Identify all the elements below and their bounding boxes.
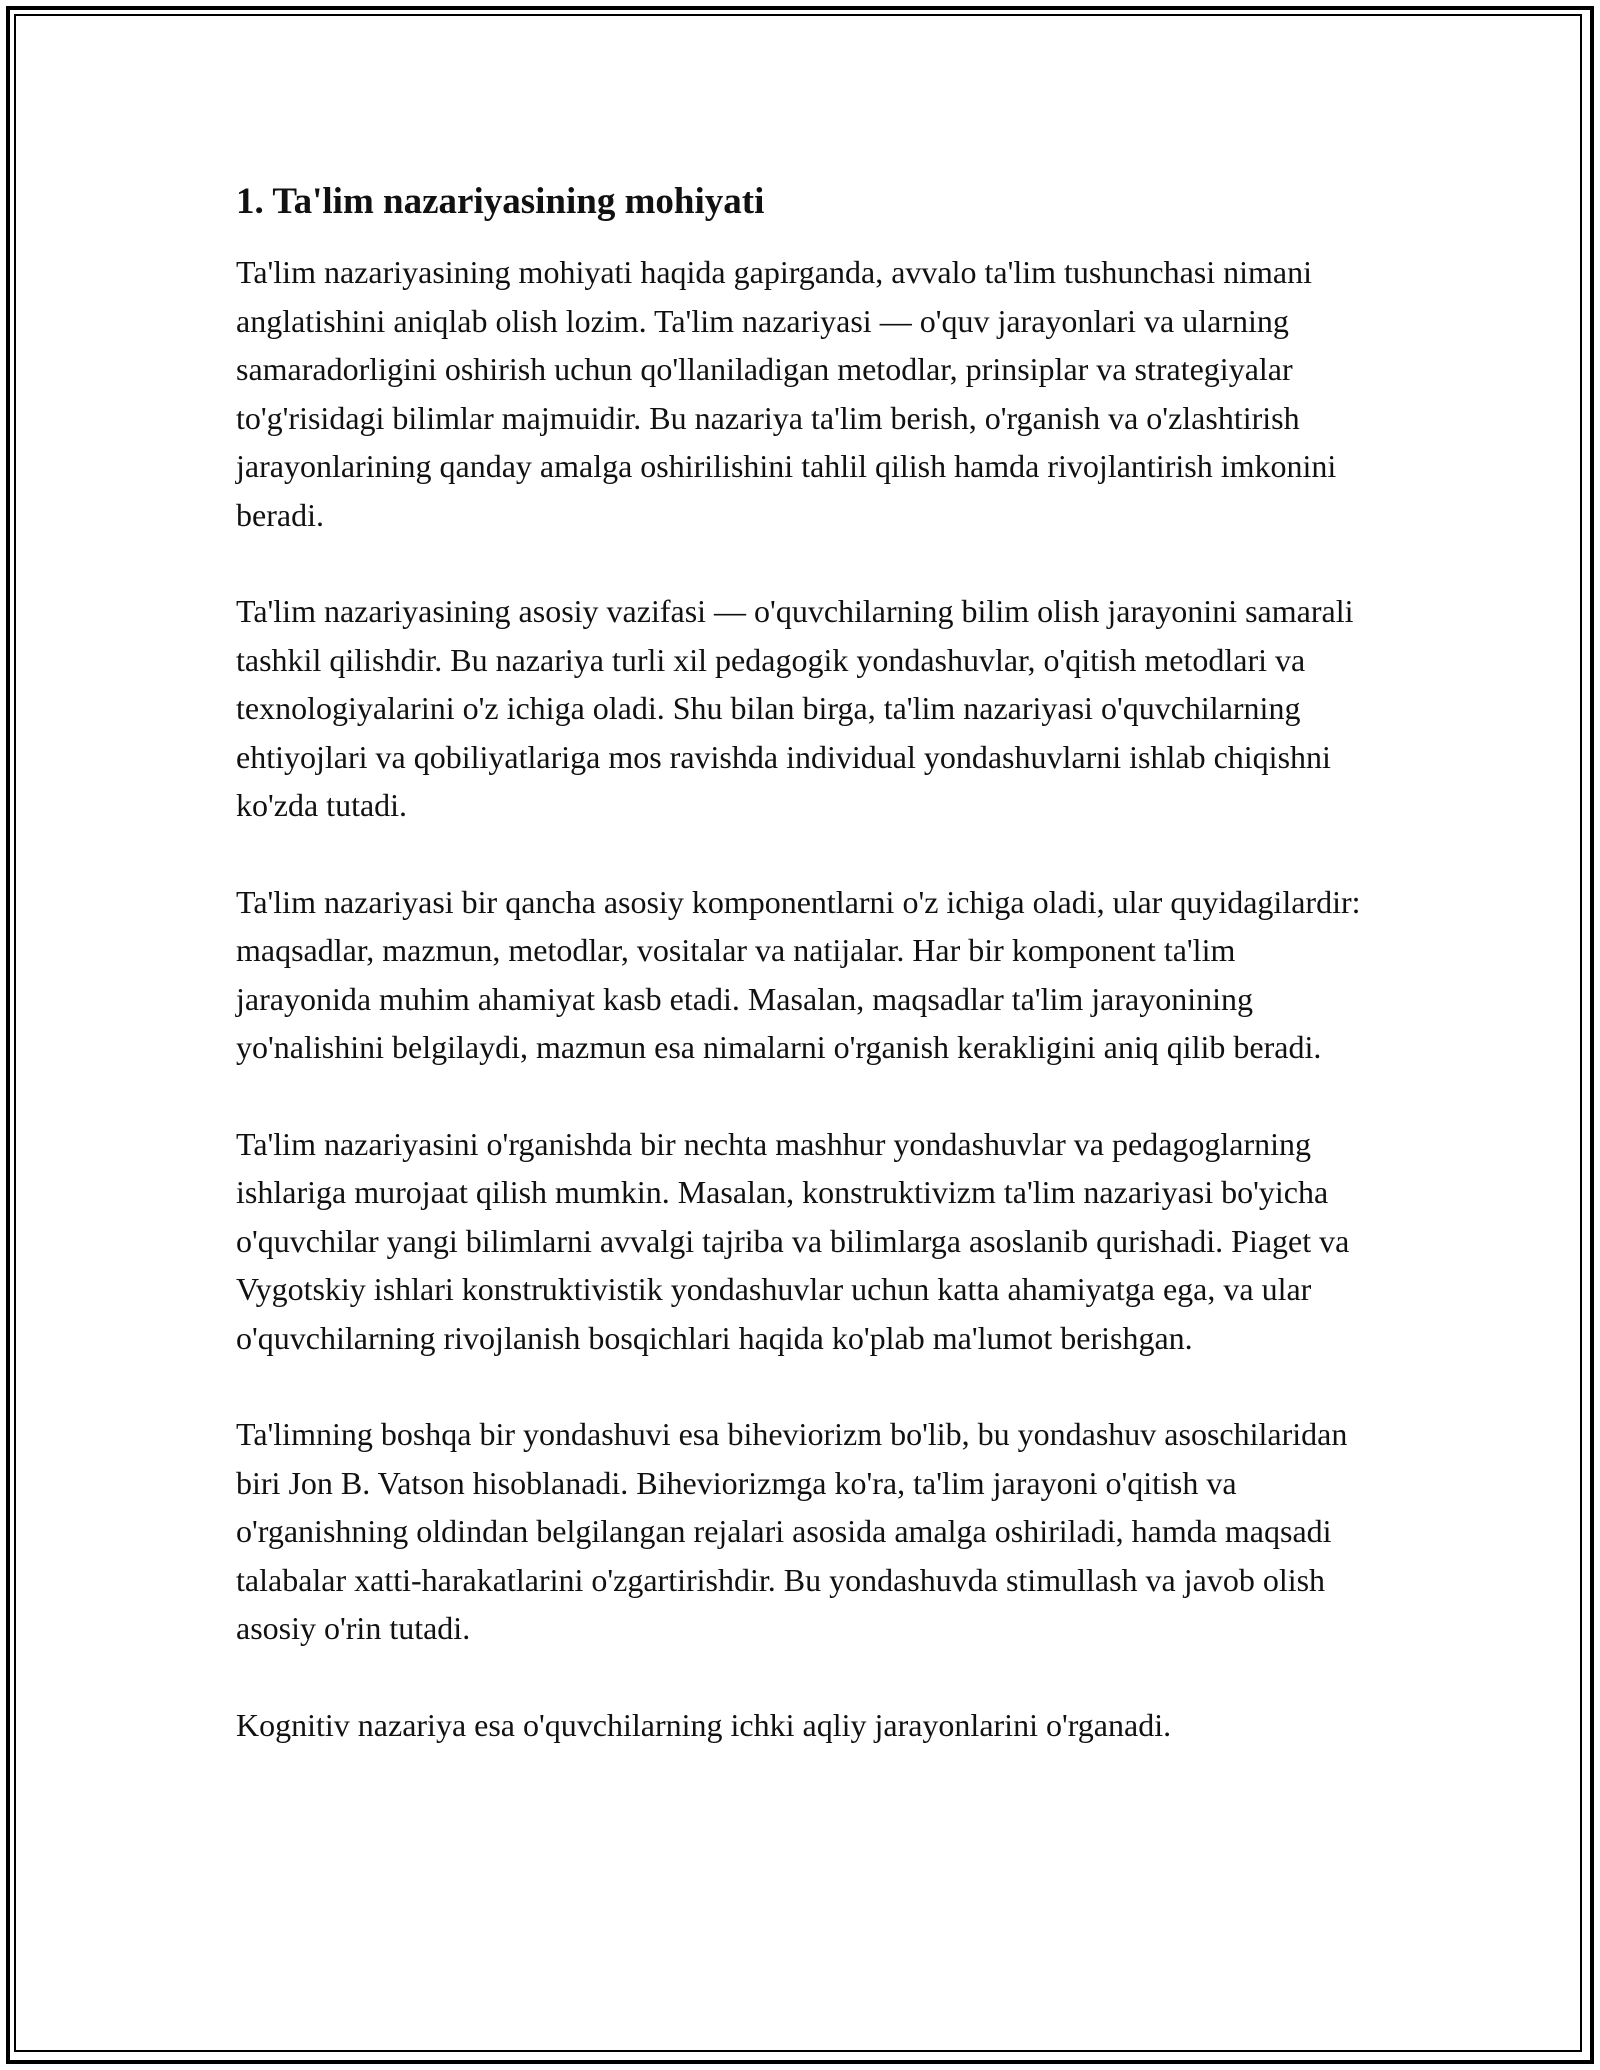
paragraph-5: Ta'limning boshqa bir yondashuvi esa biheviorizm bo'lib, bu yondashuv asoschilaridan biri Jon B. Vatson hisoblanadi. Biheviorizmga ko'ra, ta'lim jarayoni o'qitish va o'rganishning oldindan belgilangan rejalari asosida amalga oshiriladi, hamda maqsadi talabalar xatti-harakatlarini o'zgartirishdir. Bu yondashuvda stimullash va javob olish asosiy o'rin tutadi. bbox=[236, 1416, 1348, 1647]
paragraph-2: Ta'lim nazariyasining asosiy vazifasi — o'quvchilarning bilim olish jarayonini samarali tashkil qilishdir. Bu nazariya turli xil pedagogik yondashuvlar, o'qitish metodlari va texnologiyalarini o'z ichiga oladi. Shu bilan birga, ta'lim nazariyasi o'quvchilarning ehtiyojlari va qobiliyatlariga mos ravishda individual yondashuvlarni ishlab chiqishni ko'zda tutadi. bbox=[236, 593, 1354, 824]
paragraph-6: Kognitiv nazariya esa o'quvchilarning ichki aqliy jarayonlarini o'rganadi. bbox=[236, 1706, 1172, 1743]
paragraph-3: Ta'lim nazariyasi bir qancha asosiy komponentlarni o'z ichiga oladi, ular quyidagilardir: maqsadlar, mazmun, metodlar, vositalar va natijalar. Har bir komponent ta'lim jarayonida muhim ahamiyat kasb etadi. Masalan, maqsadlar ta'lim jarayonining yo'nalishini belgilaydi, mazmun esa nimalarni o'rganish kerakligini aniq qilib beradi. bbox=[236, 883, 1361, 1066]
section-title: 1. Ta'lim nazariyasining mohiyati bbox=[236, 181, 765, 222]
paragraph-4: Ta'lim nazariyasini o'rganishda bir nechta mashhur yondashuvlar va pedagoglarning ishlariga murojaat qilish mumkin. Masalan, konstruktivizm ta'lim nazariyasi bo'yicha o'quvchilar yangi bilimlarni avvalgi tajriba va bilimlarga asoslanib qurishadi. Piaget va Vygotskiy ishlari konstruktivistik yondashuvlar uchun katta ahamiyatga ega, va ular o'quvchilarning rivojlanish bosqichlari haqida ko'plab ma'lumot berishgan. bbox=[236, 1125, 1350, 1356]
document-body bbox=[236, 178, 1376, 1797]
paragraph-1: Ta'lim nazariyasining mohiyati haqida gapirganda, avvalo ta'lim tushunchasi nimani anglatishini aniqlab olish lozim. Ta'lim nazariyasi — o'quv jarayonlari va ularning samaradorligini oshirish uchun qo'llaniladigan metodlar, prinsiplar va strategiyalar to'g'risidagi bilimlar majmuidir. Bu nazariya ta'lim berish, o'rganish va o'zlashtirish jarayonlarining qanday amalga oshirilishini tahlil qilish hamda rivojlantirish imkonini beradi. bbox=[236, 254, 1337, 533]
